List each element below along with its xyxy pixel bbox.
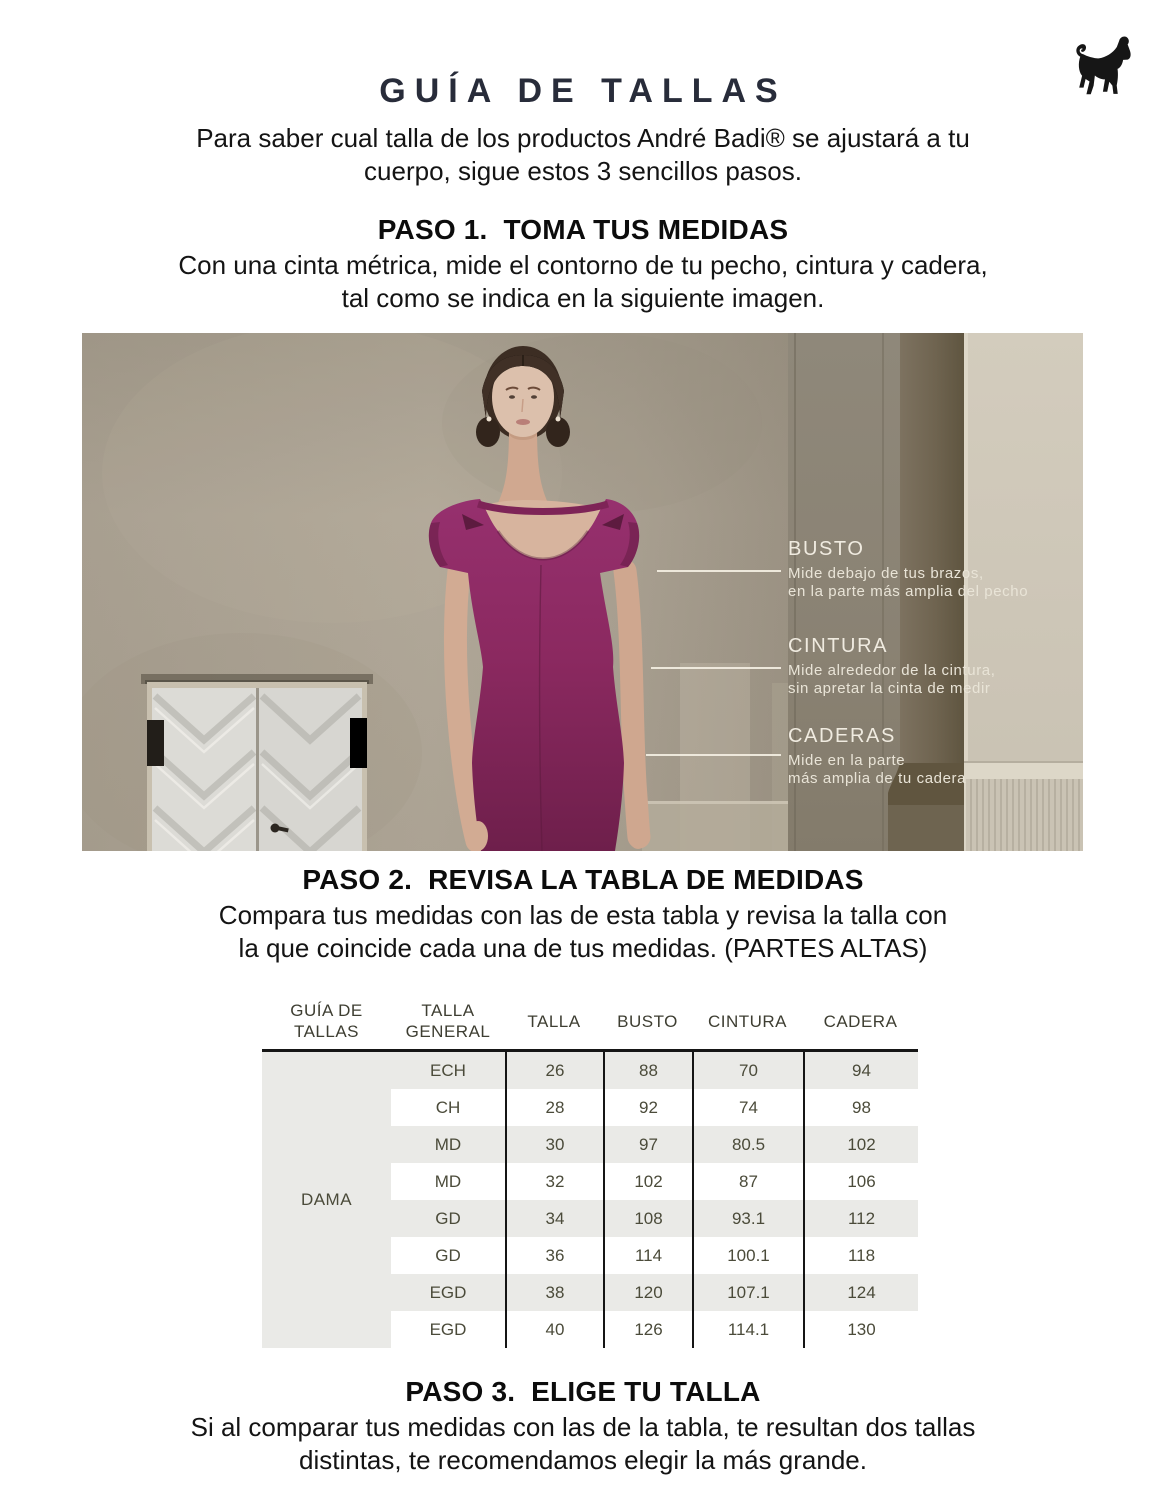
step3-text xyxy=(0,1411,1166,1477)
page-title: GUÍA DE TALLAS xyxy=(379,72,787,110)
table-row: EGD 40 126 114.1 130 xyxy=(262,1311,918,1348)
header-guia-de-tallas: GUÍA DE TALLAS xyxy=(290,1001,363,1041)
busto-pointer-line xyxy=(657,570,781,572)
table-row: EGD 38 120 107.1 124 xyxy=(262,1274,918,1311)
header-busto: BUSTO xyxy=(617,1011,678,1031)
header-talla: TALLA xyxy=(527,1011,581,1031)
size-table-body xyxy=(262,1052,918,1348)
size-table xyxy=(262,993,918,1348)
step2-line-1: Compara tus medidas con las de esta tabla y revisa la talla con xyxy=(218,900,948,930)
fluted-stone xyxy=(966,779,1083,851)
table-row: CH 28 92 74 98 xyxy=(262,1089,918,1126)
step2-heading: PASO 2. REVISA LA TABLA DE MEDIDAS xyxy=(302,864,864,895)
busto-line-2: en la parte más amplia del pecho xyxy=(788,583,1029,600)
earring-right xyxy=(556,417,561,422)
table-row: MD 30 97 80.5 102 xyxy=(262,1126,918,1163)
header-cadera: CADERA xyxy=(823,1011,898,1031)
step1-line-1: Con una cinta métrica, mide el contorno de tu pecho, cintura y cadera, xyxy=(178,250,988,280)
earring-left xyxy=(487,417,492,422)
table-row: ECH 26 88 70 94 xyxy=(262,1052,918,1089)
caderas-label: CADERAS xyxy=(788,725,896,747)
table-row: MD 32 102 87 106 xyxy=(262,1163,918,1200)
cintura-line-2: sin apretar la cinta de medir xyxy=(788,680,991,697)
busto-label: BUSTO xyxy=(788,538,865,560)
step3-line-1: Si al comparar tus medidas con las de la tabla, te resultan dos tallas xyxy=(190,1412,976,1442)
table-row: GD 34 108 93.1 112 xyxy=(262,1200,918,1237)
step1-heading: PASO 1. TOMA TUS MEDIDAS xyxy=(377,214,789,245)
white-door xyxy=(141,674,373,851)
table-row: GD 36 114 100.1 118 xyxy=(262,1237,918,1274)
intro-line-1: Para saber cual talla de los productos André Badi® se ajustará a tu xyxy=(196,123,970,153)
cintura-pointer-line xyxy=(651,667,781,669)
step3-heading: PASO 3. ELIGE TU TALLA xyxy=(405,1376,761,1407)
caderas-annotation xyxy=(788,725,1083,788)
door-hinge-right xyxy=(350,718,367,768)
step2-text xyxy=(0,899,1166,965)
header-cintura: CINTURA xyxy=(707,1011,788,1031)
busto-line-1: Mide debajo de tus brazos, xyxy=(788,565,984,582)
intro-line-2: cuerpo, sigue estos 3 sencillos pasos. xyxy=(364,156,802,186)
step3-line-2: distintas, te recomendamos elegir la más grande. xyxy=(299,1445,867,1475)
busto-annotation xyxy=(788,538,1083,601)
caderas-line-1: Mide en la parte xyxy=(788,752,906,769)
size-table-header xyxy=(262,993,918,1052)
table-group-label: DAMA xyxy=(300,1190,353,1209)
measurement-figure xyxy=(82,333,1083,851)
header-talla-general: TALLA GENERAL xyxy=(405,1001,491,1041)
door-hinge-left xyxy=(147,720,164,766)
cintura-line-1: Mide alrededor de la cintura, xyxy=(788,662,996,679)
step2-line-2: la que coincide cada una de tus medidas. (PARTES ALTAS) xyxy=(238,933,928,963)
cintura-label: CINTURA xyxy=(788,635,889,657)
caderas-pointer-line xyxy=(646,754,781,756)
step1-line-2: tal como se indica en la siguiente imagen. xyxy=(341,283,825,313)
step1-text xyxy=(0,249,1166,315)
intro-text xyxy=(0,122,1166,188)
cintura-annotation xyxy=(788,635,1083,698)
caderas-line-2: más amplia de tu cadera xyxy=(788,770,967,787)
